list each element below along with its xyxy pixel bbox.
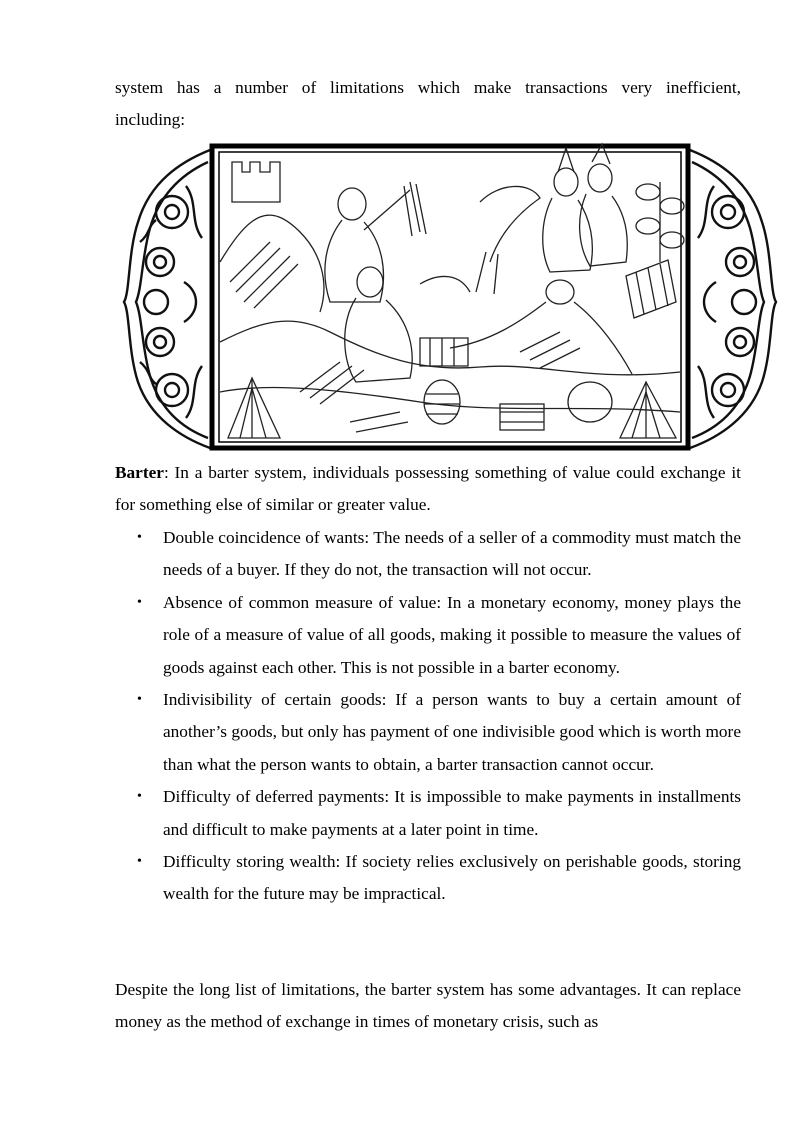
advantages-paragraph [115,974,741,1039]
list-item-text: Double coincidence of wants: The needs of a seller of a commodity must match the needs of a buyer. If they do not, the transaction will not occur. [163,528,741,580]
left-ornament [124,150,210,448]
list-item-text: Absence of common measure of value: In a monetary economy, money plays the role of a measure of value of all goods, making it possible to measure the values of goods against each other. This is not possible in a barter economy. [163,592,741,677]
barter-term: Barter [115,463,164,482]
list-item [115,846,741,911]
bullet-icon: • [137,789,142,805]
list-item-text: Difficulty storing wealth: If society relies exclusively on perishable goods, storing wealth for the future may be impractical. [163,852,741,904]
advantages-text: Despite the long list of limitations, the barter system has some advantages. It can replace money as the method of exchange in times of monetary crisis, such as [115,980,741,1032]
bullet-icon: • [137,692,142,708]
limitations-list [115,522,741,911]
list-item [115,684,741,781]
list-item [115,522,741,587]
intro-paragraph [115,72,741,137]
bullet-icon: • [137,854,142,870]
bullet-icon: • [137,530,142,545]
list-item [115,587,741,684]
list-item-text: Difficulty of deferred payments: It is impossible to make payments in installments and difficult to make payments at a later point in time. [163,787,741,839]
right-ornament [690,150,776,448]
barter-paragraph [115,457,741,522]
intro-line-1: system has a number of limitations which make transactions very inefficient, [115,78,741,97]
barter-definition: : In a barter system, individuals possessing something of value could exchange it for something else of similar or greater value. [115,463,741,515]
list-item-text: Indivisibility of certain goods: If a person wants to buy a certain amount of another’s goods, but only has payment of one indivisible good which is worth more than what the person wants to obtain, a barter transaction cannot occur. [163,690,741,774]
bullet-icon: • [137,594,142,610]
list-item [115,781,741,846]
intro-line-2: including: [115,110,186,130]
woodcut-illustration [120,142,780,454]
